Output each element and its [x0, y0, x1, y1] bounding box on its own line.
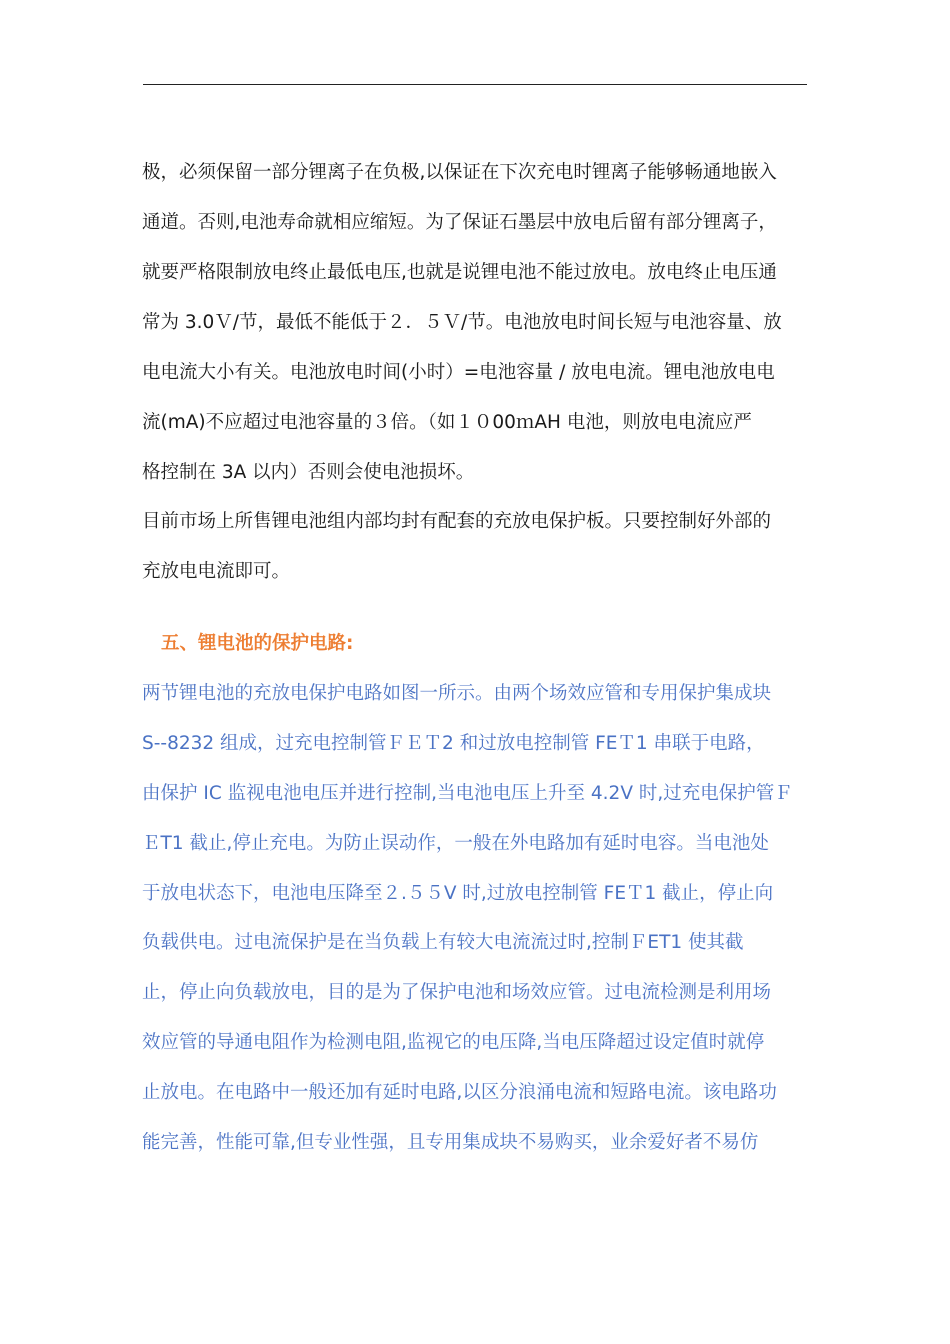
- section-heading: 五、锂电池的保护电路:: [161, 633, 354, 654]
- body-line-blue: 两节锂电池的充放电保护电路如图一所示。由两个场效应管和专用保护集成块: [142, 683, 772, 704]
- body-line-blue: 负载供电。过电流保护是在当负载上有较大电流流过时,控制ＦET1 使其截: [142, 932, 744, 953]
- body-line-blue: 止放电。在电路中一般还加有延时电路,以区分浪涌电流和短路电流。该电路功: [142, 1082, 777, 1103]
- body-line: 电电流大小有关。电池放电时间(小时）=电池容量 / 放电电流。锂电池放电电: [142, 362, 775, 383]
- body-line: 格控制在 3A 以内）否则会使电池损坏。: [142, 462, 475, 483]
- body-line-blue: 由保护 IC 监视电池电压并进行控制,当电池电压上升至 4.2V 时,过充电保护管Ｆ: [142, 783, 793, 804]
- body-line: 通道。否则,电池寿命就相应缩短。为了保证石墨层中放电后留有部分锂离子，: [142, 212, 777, 233]
- body-line-blue: S--8232 组成，过充电控制管ＦＥＴ2 和过放电控制管 FEＴ1 串联于电路，: [142, 733, 765, 754]
- body-line: 就要严格限制放电终止最低电压,也就是说锂电池不能过放电。放电终止电压通: [142, 262, 777, 283]
- body-line: 流(mA)不应超过电池容量的３倍。（如１０00ｍAH 电池，则放电电流应严: [142, 412, 752, 433]
- body-line: 目前市场上所售锂电池组内部均封有配套的充放电保护板。只要控制好外部的: [142, 511, 772, 532]
- body-line-blue: 效应管的导通电阻作为检测电阻,监视它的电压降,当电压降超过设定值时就停: [142, 1032, 765, 1053]
- body-line-blue: 于放电状态下，电池电压降至２.５５V 时,过放电控制管 FEＴ1 截止，停止向: [142, 883, 774, 904]
- header-rule: [143, 84, 807, 85]
- body-line: 常为 3.0Ｖ/节，最低不能低于２．５Ｖ/节。电池放电时间长短与电池容量、放: [142, 312, 782, 333]
- body-line-blue: 止，停止向负载放电，目的是为了保护电池和场效应管。过电流检测是利用场: [142, 982, 772, 1003]
- body-line-blue: ＥT1 截止,停止充电。为防止误动作，一般在外电路加有延时电容。当电池处: [142, 833, 769, 854]
- body-line: 极，必须保留一部分锂离子在负极,以保证在下次充电时锂离子能够畅通地嵌入: [142, 162, 777, 183]
- body-line-blue: 能完善，性能可靠,但专业性强，且专用集成块不易购买，业余爱好者不易仿: [142, 1132, 759, 1153]
- body-line: 充放电电流即可。: [142, 561, 291, 582]
